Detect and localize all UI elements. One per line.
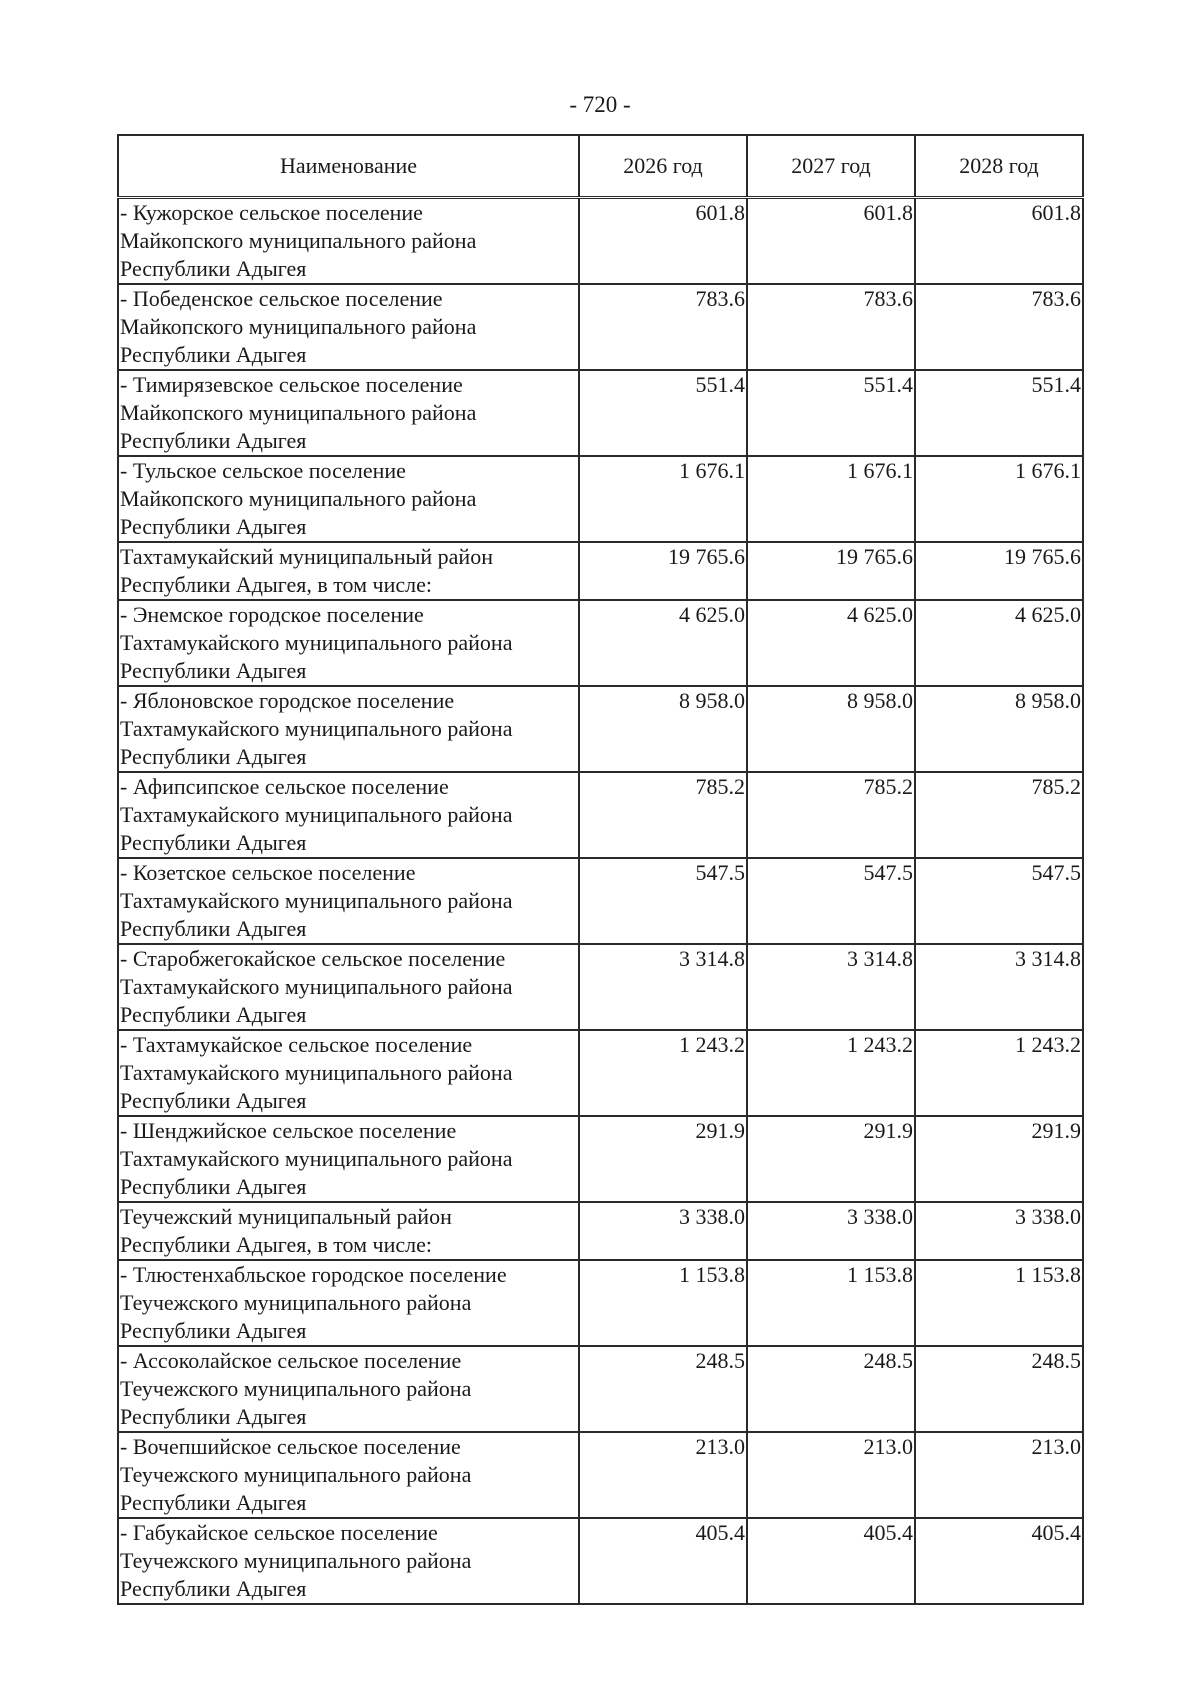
header-name: Наименование [118, 135, 579, 198]
row-name: - Старобжегокайское сельское поселение Тахтамукайского муниципального района Республики Адыгея [118, 944, 579, 1030]
row-name: - Тимирязевское сельское поселение Майкопского муниципального района Республики Адыгея [118, 370, 579, 456]
row-value-2026: 1 676.1 [579, 456, 747, 542]
header-2026: 2026 год [579, 135, 747, 198]
row-value-2028: 213.0 [915, 1432, 1083, 1518]
row-name: - Тахтамукайское сельское поселение Тахтамукайского муниципального района Республики Адыгея [118, 1030, 579, 1116]
row-value-2026: 785.2 [579, 772, 747, 858]
row-value-2028: 1 243.2 [915, 1030, 1083, 1116]
table-row [118, 1518, 1083, 1604]
row-value-2028: 8 958.0 [915, 686, 1083, 772]
row-value-2026: 213.0 [579, 1432, 747, 1518]
row-value-2027: 405.4 [747, 1518, 915, 1604]
row-value-2028: 291.9 [915, 1116, 1083, 1202]
page-number: - 720 - [569, 92, 631, 117]
table-row [118, 1260, 1083, 1346]
row-value-2028: 19 765.6 [915, 542, 1083, 600]
row-value-2027: 1 676.1 [747, 456, 915, 542]
row-value-2026: 1 153.8 [579, 1260, 747, 1346]
row-name: - Победенское сельское поселение Майкопского муниципального района Республики Адыгея [118, 284, 579, 370]
row-value-2026: 3 338.0 [579, 1202, 747, 1260]
row-name: - Шенджийское сельское поселение Тахтамукайского муниципального района Республики Адыгея [118, 1116, 579, 1202]
row-value-2027: 3 338.0 [747, 1202, 915, 1260]
row-value-2026: 3 314.8 [579, 944, 747, 1030]
district-row [118, 1202, 1083, 1260]
row-value-2028: 547.5 [915, 858, 1083, 944]
table-row [118, 1030, 1083, 1116]
row-value-2028: 4 625.0 [915, 600, 1083, 686]
row-value-2028: 601.8 [915, 198, 1083, 285]
table-row [118, 198, 1083, 285]
table-row [118, 772, 1083, 858]
row-name: - Тлюстенхабльское городское поселение Теучежского муниципального района Республики Адыгея [118, 1260, 579, 1346]
table-row [118, 944, 1083, 1030]
row-value-2026: 551.4 [579, 370, 747, 456]
row-value-2027: 248.5 [747, 1346, 915, 1432]
budget-table [117, 134, 1084, 1605]
table-row [118, 284, 1083, 370]
row-value-2027: 783.6 [747, 284, 915, 370]
row-value-2026: 1 243.2 [579, 1030, 747, 1116]
row-value-2027: 547.5 [747, 858, 915, 944]
row-value-2026: 19 765.6 [579, 542, 747, 600]
row-value-2028: 551.4 [915, 370, 1083, 456]
row-value-2027: 3 314.8 [747, 944, 915, 1030]
row-name: - Афипсипское сельское поселение Тахтамукайского муниципального района Республики Адыгея [118, 772, 579, 858]
row-value-2026: 405.4 [579, 1518, 747, 1604]
row-value-2028: 405.4 [915, 1518, 1083, 1604]
row-value-2026: 8 958.0 [579, 686, 747, 772]
row-name: - Кужорское сельское поселение Майкопского муниципального района Республики Адыгея [118, 198, 579, 285]
row-value-2027: 1 153.8 [747, 1260, 915, 1346]
row-value-2026: 248.5 [579, 1346, 747, 1432]
row-value-2028: 3 314.8 [915, 944, 1083, 1030]
row-name: Тахтамукайский муниципальный район Республики Адыгея, в том числе: [118, 542, 579, 600]
row-name: - Козетское сельское поселение Тахтамукайского муниципального района Республики Адыгея [118, 858, 579, 944]
row-value-2027: 291.9 [747, 1116, 915, 1202]
table-row [118, 370, 1083, 456]
table-row [118, 456, 1083, 542]
table-row [118, 1432, 1083, 1518]
header-2028: 2028 год [915, 135, 1083, 198]
row-value-2027: 8 958.0 [747, 686, 915, 772]
row-name: Теучежский муниципальный район Республики Адыгея, в том числе: [118, 1202, 579, 1260]
table-row [118, 1346, 1083, 1432]
row-value-2027: 1 243.2 [747, 1030, 915, 1116]
row-value-2027: 551.4 [747, 370, 915, 456]
table-header-row [118, 135, 1083, 198]
table-row [118, 1116, 1083, 1202]
row-name: - Вочепшийское сельское поселение Теучежского муниципального района Республики Адыгея [118, 1432, 579, 1518]
table-row [118, 600, 1083, 686]
row-value-2026: 783.6 [579, 284, 747, 370]
row-value-2026: 601.8 [579, 198, 747, 285]
row-value-2027: 19 765.6 [747, 542, 915, 600]
table-row [118, 686, 1083, 772]
header-2027: 2027 год [747, 135, 915, 198]
row-value-2028: 1 153.8 [915, 1260, 1083, 1346]
row-value-2027: 601.8 [747, 198, 915, 285]
district-row [118, 542, 1083, 600]
row-value-2028: 783.6 [915, 284, 1083, 370]
row-value-2026: 291.9 [579, 1116, 747, 1202]
row-name: - Габукайское сельское поселение Теучежского муниципального района Республики Адыгея [118, 1518, 579, 1604]
row-value-2027: 4 625.0 [747, 600, 915, 686]
row-value-2026: 4 625.0 [579, 600, 747, 686]
row-value-2027: 213.0 [747, 1432, 915, 1518]
row-value-2028: 1 676.1 [915, 456, 1083, 542]
row-name: - Яблоновское городское поселение Тахтамукайского муниципального района Республики Адыгея [118, 686, 579, 772]
table-row [118, 858, 1083, 944]
row-name: - Тульское сельское поселение Майкопского муниципального района Республики Адыгея [118, 456, 579, 542]
row-value-2028: 248.5 [915, 1346, 1083, 1432]
row-value-2028: 3 338.0 [915, 1202, 1083, 1260]
row-name: - Энемское городское поселение Тахтамукайского муниципального района Республики Адыгея [118, 600, 579, 686]
row-name: - Ассоколайское сельское поселение Теучежского муниципального района Республики Адыгея [118, 1346, 579, 1432]
row-value-2026: 547.5 [579, 858, 747, 944]
row-value-2028: 785.2 [915, 772, 1083, 858]
table-body [118, 198, 1083, 1605]
row-value-2027: 785.2 [747, 772, 915, 858]
